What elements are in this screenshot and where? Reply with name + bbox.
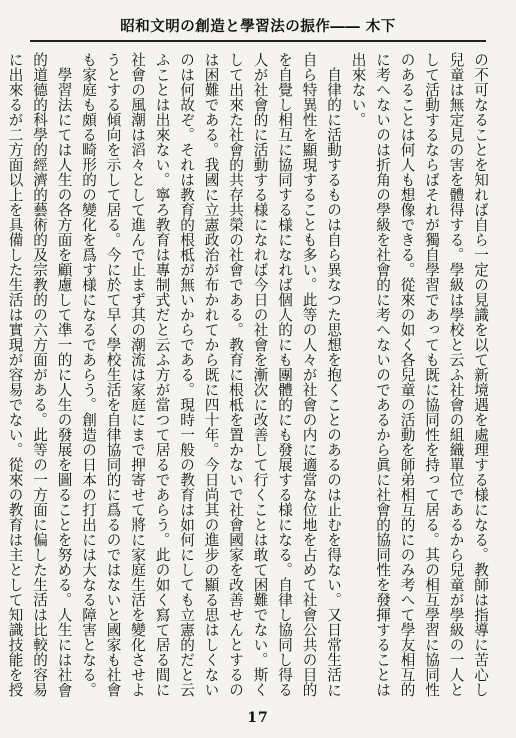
page-number: 17 (247, 710, 269, 726)
running-header (22, 14, 494, 36)
paragraph: 自律的に活動するものは自ら異なつた思想を抱くことのあるのは止むを得ない。又日常生活に自ら特異性を顯現することも多い。此等の人々が社會の内に適當な位地を占めて社會公共の目的を自覺し相互に協同する様になれば個人的にも團體的にも發展する様になる。自律し協同し得る人が社會的に活動する様になれば今日の社會を漸次に改善して行くことは敢て困難でない。斯くして出來た社會的共存共榮の社會である。教育に根柢を置かないで社會國家を改善せんとするのは困難である。我國に立憲政治が布かれてから既に四十年。今日尚其の進步の顯る思はしくないのは何故ぞ。それは教育的根柢が無いからである。現時一般の教育は如何にしても立憲的だと云ふことは出來ない。寧ろ教育は專制式だと云ふ方が當つて居るであらう。此の如く寫て居る間に社會の風潮は滔々として進んで止まず其の潮流は家庭にまで押寄せて將に家庭生活を變化させようとする傾向を示して居る。今に於て早く學校生活を自律協同的に爲るのではないと國家も社會も家庭も頗る畸形的の變化を爲す様になるであらう。創造の日本の打出には大なる障害となる。 (80, 52, 342, 697)
paragraph: の不可なることを知れば自ら一定の見識を以て新境遇を處理する様になる。教師は指導に苦心し兒童は無定見の害を體得する。學級は學校と云ふ社會の組織單位であるから兒童が學級の一人として活動するならばそれが獨自學習であっても既に協同性を持って居る。其の相互學習に協同性のあることは何人も想像できる。從來の如く各兒童の活動を師弟相互的にのみ考へて學友相互的に考へないのは折角の學級を社會的に考へないのであるから眞に社會的協同性を發揮することは出來ない。 (349, 52, 489, 697)
body-text (6, 52, 492, 697)
running-title: 昭和文明の創造と學習法の振作―― 木下 (120, 17, 396, 35)
header-rule (30, 40, 486, 42)
paragraph: 學習法にては人生の各方面を顧慮して凖一的に人生の發展を圖ることを努める。人生には社會的道德的科學的經濟的藝術的及宗教的の六方面がある。此等の一方面に偏した生活は比較的容易に出來るが二方面以上を具備した生活は實現が容易でない。從來の教育は主として知識技能を授 (6, 52, 73, 697)
